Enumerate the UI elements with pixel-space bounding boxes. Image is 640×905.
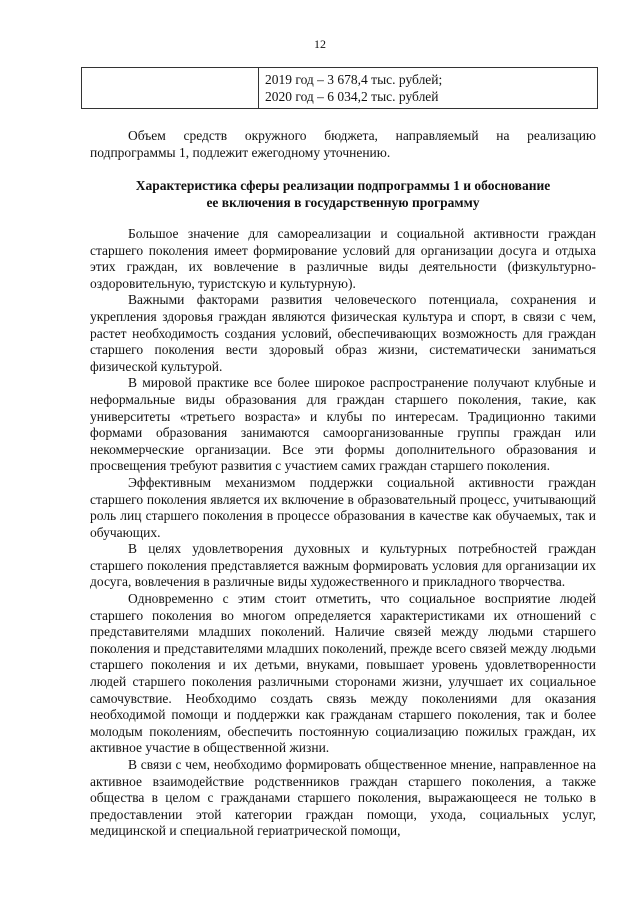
section-title: [90, 178, 596, 211]
budget-table: [81, 67, 598, 109]
paragraph: Важными факторами развития человеческого потенциала, сохранения и укрепления здоровья граждан являются физическая культура и спорт, в связи с чем, растет необходимость создания условий, обеспечивающих возможность для граждан старшего поколения вести здоровый образ жизни, систематически заниматься физической культурой.: [90, 292, 596, 374]
body-text: [90, 226, 596, 840]
table-row: [82, 68, 598, 109]
table-cell-empty: [82, 68, 259, 109]
intro-paragraph: Объем средств окружного бюджета, направляемый на реализацию подпрограммы 1, подлежит ежегодному уточнению.: [90, 128, 596, 160]
paragraph: Большое значение для самореализации и социальной активности граждан старшего поколения имеет формирование условий для организации досуга и отдыха этих граждан, их вовлечение в различные виды деятельности (физкультурно-оздоровительную, туристскую и культурную).: [90, 226, 596, 291]
paragraph: В связи с чем, необходимо формировать общественное мнение, направленное на активное взаимодействие родственников граждан старшего поколения, а также общества в целом с гражданами старшего поколения, выражающееся не только в предоставлении этой категории граждан помощи, ухода, социальных услуг, медицинской и специальной гериатрической помощи,: [90, 757, 596, 839]
budget-2020: 2020 год – 6 034,2 тыс. рублей: [265, 89, 439, 104]
paragraph: Эффективным механизмом поддержки социальной активности граждан старшего поколения является их включение в образовательный процесс, учитывающий роль лиц старшего поколения в процессе образования в качестве как обучаемых, так и обучающих.: [90, 474, 596, 540]
intro-block: [90, 128, 596, 161]
section-title-line-2: ее включения в государственную программу: [206, 194, 480, 210]
page-number: 12: [314, 37, 326, 51]
paragraph: В целях удовлетворения духовных и культурных потребностей граждан старшего поколения представляется важным формировать условия для организации их досуга, вовлечения в различные виды художественного и прикладного творчества.: [90, 541, 596, 590]
section-title-line-1: Характеристика сферы реализации подпрограммы 1 и обоснование: [135, 178, 551, 193]
paragraph: В мировой практике все более широкое распространение получают клубные и неформальные виды образования для граждан старшего поколения, такие, как университеты «третьего возраста» и клубы по интересам. Традиционно такими формами образования занимаются самоорганизованные группы граждан или некоммерческие организации. Все эти формы дополнительного образования и просвещения требуют развития с участием самих граждан старшего поколения.: [90, 375, 596, 474]
table-cell-values: [259, 68, 598, 109]
paragraph: Одновременно с этим стоит отметить, что социальное восприятие людей старшего поколения во многом определяется характеристиками их отношений с представителями младших поколений. Наличие связей между людьми старшего поколения и представителями младших поколений, прежде всего связей между людьми старшего поколения и их детьми, внуками, повышает уровень удовлетворенности людей старшего поколения различными сторонами жизни, улучшает их социальное самочувствие. Необходимо создать связь между поколениями для оказания необходимой помощи и поддержки как гражданам старшего поколения, так и более молодым поколениям, обеспечить постоянную социализацию пожилых граждан, их активное участие в общественной жизни.: [90, 591, 596, 756]
budget-2019: 2019 год – 3 678,4 тыс. рублей;: [265, 72, 443, 87]
